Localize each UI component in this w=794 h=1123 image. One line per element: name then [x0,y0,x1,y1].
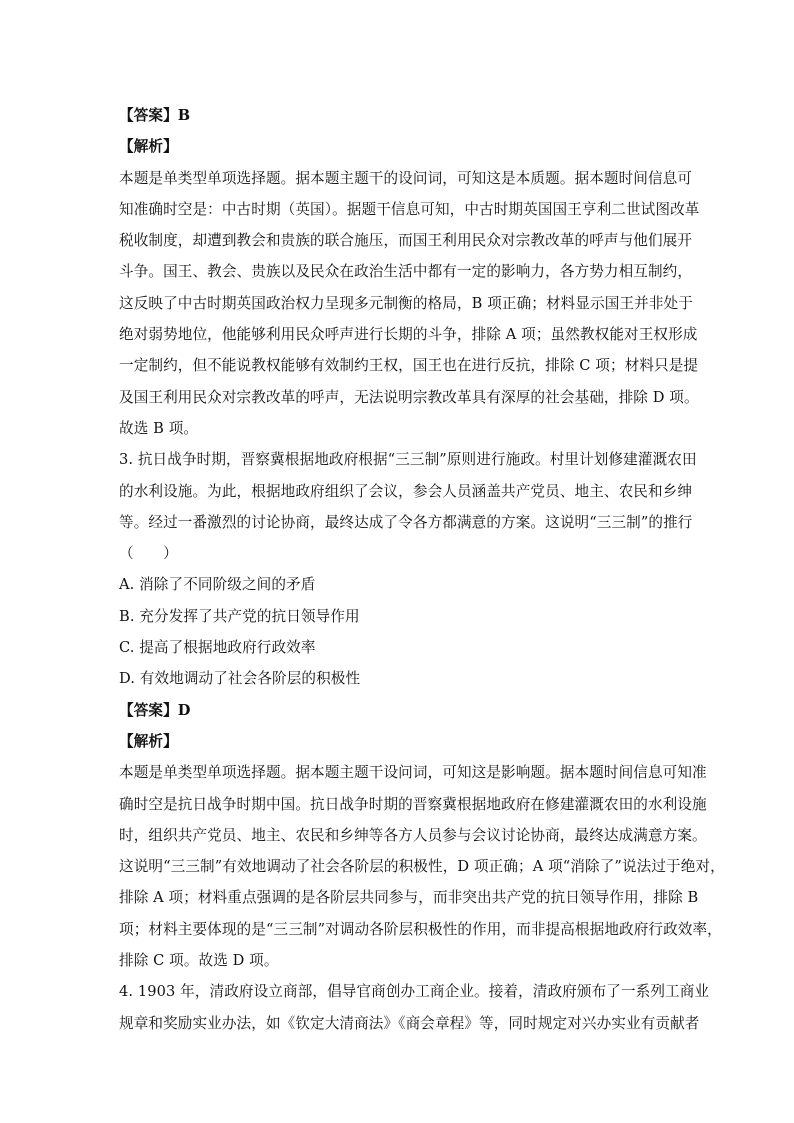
q3-analysis-line: 项；材料主要体现的是“三三制”对调动各阶层积极性的作用，而非提高根据地政府行政效率， [119,920,722,938]
q3-stem-line: 的水利设施。为此，根据地政府组织了会议，参会人员涵盖共产党员、地主、农民和乡绅 [119,482,693,500]
q3-option-d: D. 有效地调动了社会各阶层的积极性 [119,670,361,688]
q3-answer-blank: （ ） [119,545,178,563]
q3-answer: 【答案】D [119,701,191,719]
q3-option-a: A. 消除了不同阶级之间的矛盾 [119,576,316,594]
q3-analysis-line: 排除 C 项。故选 D 项。 [119,952,279,970]
q2-analysis-line: 这反映了中古时期英国政治权力呈现多元制衡的格局，B 项正确；材料显示国王并非处于 [119,294,693,312]
q2-analysis-line: 及国王利用民众对宗教改革的呼声，无法说明宗教改革具有深厚的社会基础，排除 D 项。 [119,388,699,406]
q2-analysis-line: 一定制约，但不能说教权能够有效制约王权，国王也在进行反抗，排除 C 项；材料只是提 [119,357,699,375]
q2-analysis-line: 故选 B 项。 [119,419,199,437]
q3-options [119,569,679,694]
q2-analysis-line: 绝对弱势地位，他能够利用民众呼声进行长期的斗争，排除 A 项；虽然教权能对王权形成 [119,326,698,344]
q3-analysis [119,757,725,976]
q3-analysis-line: 时，组织共产党员、地主、农民和乡绅等各方人员参与会议讨论协商，最终达成满意方案。 [119,826,707,844]
q3-analysis-label: 【解析】 [119,732,178,750]
page-content [119,100,725,1039]
q2-analysis-line: 知准确时空是：中古时期（英国）。据题干信息可知，中古时期英国国王亨利二世试图改革 [119,200,700,218]
q3-analysis-line: 排除 A 项；材料重点强调的是各阶层共同参与，而非突出共产党的抗日领导作用，排除 B [119,889,699,907]
q3-stem [119,444,697,569]
q3-option-b: B. 充分发挥了共产党的抗日领导作用 [119,607,360,625]
q4-stem [119,976,710,1039]
q2-analysis-line: 本题是单类型单项选择题。据本题主题干的设问词，可知这是本质题。据本题时间信息可 [119,169,693,187]
q3-stem-line: 3. 抗日战争时期，晋察冀根据地政府根据“三三制”原则进行施政。村里计划修建灌溉农田 [119,451,697,469]
q3-analysis-line: 确时空是抗日战争时期中国。抗日战争时期的晋察冀根据地政府在修建灌溉农田的水利设施 [119,795,707,813]
q3-stem-line: 等。经过一番激烈的讨论协商，最终达成了令各方都满意的方案。这说明“三三制”的推行 [119,513,693,531]
q2-analysis-line: 税收制度，却遭到教会和贵族的联合施压，而国王利用民众对宗教改革的呼声与他们展开 [119,232,693,250]
q4-stem-line: 4. 1903 年，清政府设立商部，倡导官商创办工商企业。接着，清政府颁布了一系列工商业 [119,983,710,1001]
q2-analysis-label: 【解析】 [119,138,178,156]
q2-answer: 【答案】B [119,107,191,124]
q3-analysis-line: 本题是单类型单项选择题。据本题主题干设问词，可知这是影响题。据本题时间信息可知准 [119,764,707,782]
q4-stem-line: 规章和奖励实业办法，如《钦定大清商法》《商会章程》等，同时规定对兴办实业有贡献者 [119,1014,700,1032]
q2-analysis [119,163,700,445]
q3-analysis-line: 这说明“三三制”有效地调动了社会各阶层的积极性，D 项正确；A 项“消除了”说法过于绝对， [119,858,725,876]
q2-analysis-line: 斗争。国王、教会、贵族以及民众在政治生活中都有一定的影响力，各方势力相互制约， [119,263,693,281]
q3-option-c: C. 提高了根据地政府行政效率 [119,639,316,657]
